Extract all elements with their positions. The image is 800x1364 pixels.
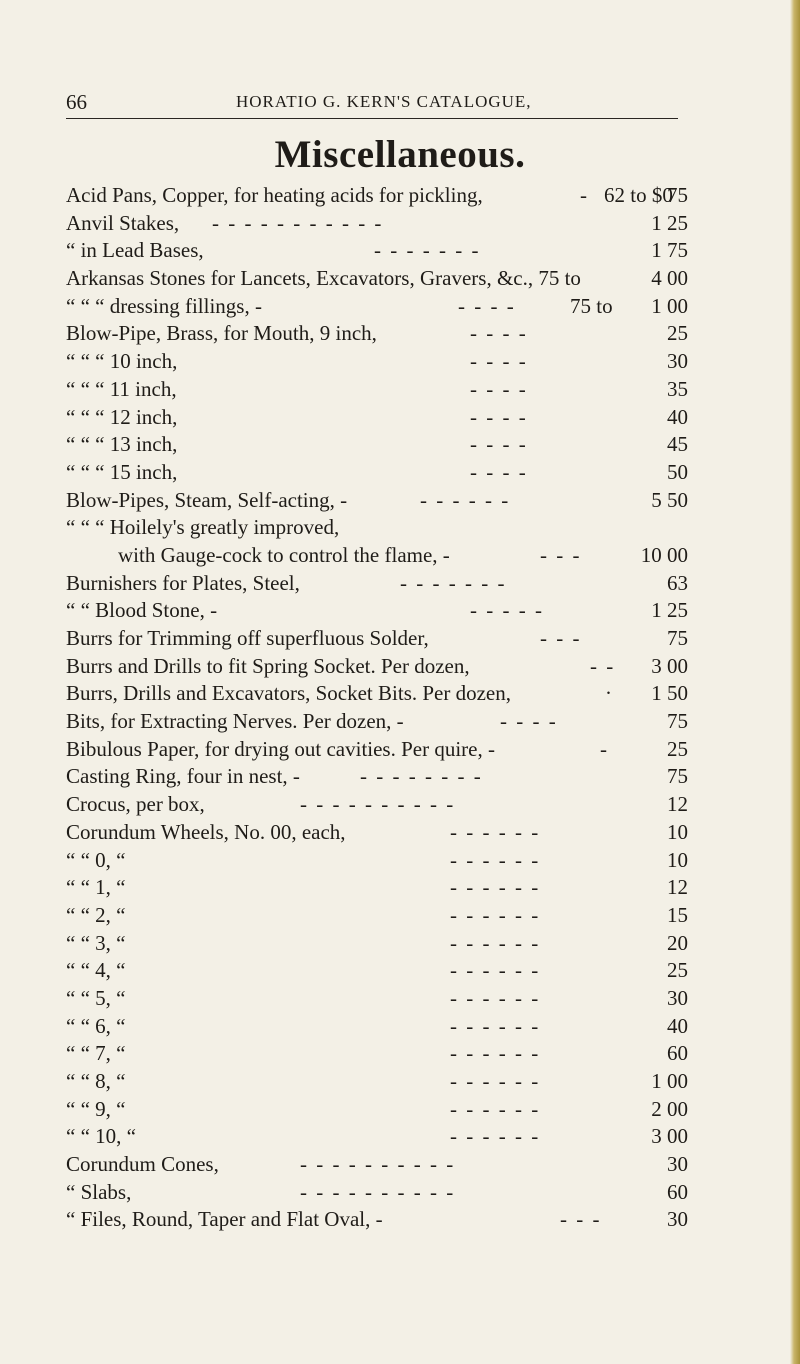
item-description: “ “ 5, “ [66, 985, 126, 1010]
item-description: “ “ 3, “ [66, 930, 126, 955]
list-item [0, 1013, 800, 1041]
item-description: Crocus, per box, [66, 792, 205, 817]
leader-dots: - - - - - - - - [360, 764, 483, 789]
item-description: with Gauge-cock to control the flame, - [118, 542, 450, 567]
page-header [66, 88, 676, 118]
leader-dots: - - - - - [470, 598, 544, 623]
item-description: “ “ Blood Stone, - [66, 598, 218, 623]
item-description: “ “ 0, “ [66, 847, 126, 872]
item-description: “ “ “ Hoilely's greatly improved, [66, 515, 340, 540]
item-price: 1 00 [651, 1069, 688, 1093]
leader-dots: - - - - - - - - - - - [212, 210, 384, 235]
list-item [0, 708, 800, 736]
item-price: 3 00 [651, 653, 688, 678]
list-item [0, 459, 800, 487]
leader-dots: - [580, 183, 589, 207]
item-price: 45 [667, 432, 688, 457]
item-description: Corundum Cones, [66, 1152, 219, 1177]
item-description: Bibulous Paper, for drying out cavities. Per quire, - [66, 736, 495, 761]
item-price: 10 [667, 819, 688, 844]
list-item [0, 680, 800, 708]
item-description: “ Slabs, [66, 1179, 132, 1204]
item-description: Bits, for Extracting Nerves. Per dozen, - [66, 709, 404, 734]
leader-dots: - - - - [470, 459, 528, 484]
item-price: 12 [667, 792, 688, 817]
price-range: 75 to [570, 293, 613, 318]
item-description: Blow-Pipe, Brass, for Mouth, 9 inch, [66, 321, 377, 346]
list-item [0, 1123, 800, 1151]
item-description: Burnishers for Plates, Steel, [66, 570, 300, 595]
leader-dots: - - - [540, 626, 582, 650]
item-price: 1 50 [651, 681, 688, 706]
item-price: 25 [667, 321, 688, 346]
item-description: “ “ “ 15 inch, [66, 459, 178, 484]
item-description: Arkansas Stones for Lancets, Excavators, Gravers, &c., 75 to [66, 266, 581, 291]
item-description: “ Files, Round, Taper and Flat Oval, - [66, 1207, 383, 1232]
item-price: 1 25 [651, 210, 688, 235]
leader-dots: - - - - - - [450, 1124, 541, 1149]
list-item [0, 819, 800, 847]
item-price: 1 00 [651, 293, 688, 318]
section-title: Miscellaneous. [274, 133, 526, 176]
leader-dots: - - - - - - [450, 902, 541, 927]
list-item [0, 1040, 800, 1068]
item-price: 35 [667, 376, 688, 401]
list-item [0, 570, 800, 598]
item-price: 30 [667, 1207, 688, 1232]
item-price: 12 [667, 875, 688, 900]
item-price: 40 [667, 404, 688, 429]
leader-dots: - - - - [500, 709, 558, 734]
leader-dots: - - - [560, 1207, 602, 1232]
leader-dots: - - - - - - [420, 487, 511, 512]
list-item [0, 1068, 800, 1096]
list-item [0, 625, 800, 653]
leader-dots: - - - - - - - [400, 570, 507, 595]
list-item [0, 237, 800, 265]
leader-dots: · [605, 681, 614, 706]
list-item [0, 985, 800, 1013]
list-item [0, 376, 800, 404]
leader-dots: - - - - - - - [374, 238, 481, 263]
item-description: Burrs, Drills and Excavators, Socket Bits. Per dozen, [66, 681, 511, 706]
item-description: “ “ “ 10 inch, [66, 349, 178, 374]
header-rule [66, 118, 678, 119]
item-price: 75 [667, 764, 688, 789]
item-price: 10 [667, 847, 688, 872]
item-price: 50 [667, 459, 688, 484]
leader-dots: - - - - - - [450, 985, 541, 1010]
item-price: 1 25 [651, 598, 688, 623]
item-description: “ in Lead Bases, [66, 238, 204, 263]
item-description: Casting Ring, four in nest, - [66, 764, 300, 789]
leader-dots: - - - - - - [450, 958, 541, 983]
list-item [0, 847, 800, 875]
item-description: “ “ 7, “ [66, 1041, 126, 1066]
leader-dots: - - - - - - [450, 1041, 541, 1066]
item-price: 5 50 [651, 487, 688, 512]
leader-dots: - - - - - - [450, 875, 541, 900]
item-price: 63 [667, 570, 688, 595]
list-item [0, 791, 800, 819]
list-item [0, 514, 800, 542]
list-item [0, 210, 800, 238]
leader-dots: - - - - - - [450, 1096, 541, 1121]
item-description: Corundum Wheels, No. 00, each, [66, 819, 346, 844]
item-description: Burrs for Trimming off superfluous Solder, [66, 626, 429, 650]
leader-dots: - - - - [458, 293, 516, 318]
list-item [0, 597, 800, 625]
item-price: 75 [667, 183, 688, 207]
list-item [0, 404, 800, 432]
list-item [0, 874, 800, 902]
item-description: “ “ 6, “ [66, 1013, 126, 1038]
list-item [0, 348, 800, 376]
list-item [0, 957, 800, 985]
item-description: “ “ 9, “ [66, 1096, 126, 1121]
running-head: HORATIO G. KERN'S CATALOGUE, [236, 92, 532, 111]
leader-dots: - - - - - - - - - - [300, 1152, 456, 1177]
page-number: 66 [66, 90, 87, 114]
leader-dots: - - - - - - [450, 1069, 541, 1093]
price-range: 62 to $0 [604, 183, 673, 207]
list-item [0, 763, 800, 791]
item-description: “ “ “ 13 inch, [66, 432, 178, 457]
item-description: Anvil Stakes, [66, 210, 180, 235]
item-price: 25 [667, 736, 688, 761]
list-item [0, 930, 800, 958]
leader-dots: - - - [540, 542, 582, 567]
leader-dots: - - - - [470, 321, 528, 346]
list-item [0, 1179, 800, 1207]
list-item [0, 487, 800, 515]
item-price: 25 [667, 958, 688, 983]
list-item [0, 265, 800, 293]
item-price: 1 75 [651, 238, 688, 263]
leader-dots: - - - - - - [450, 930, 541, 955]
list-item [0, 293, 800, 321]
item-price: 30 [667, 349, 688, 374]
item-price: 4 00 [651, 266, 688, 291]
item-description: “ “ 1, “ [66, 875, 126, 900]
item-description: “ “ “ dressing fillings, - [66, 293, 262, 318]
list-item [0, 1206, 800, 1234]
list-item [0, 542, 800, 570]
item-description: “ “ “ 11 inch, [66, 376, 177, 401]
item-price: 3 00 [651, 1124, 688, 1149]
leader-dots: - - - - [470, 376, 528, 401]
item-price: 75 [667, 626, 688, 650]
list-item [0, 902, 800, 930]
item-description: “ “ 10, “ [66, 1124, 136, 1149]
list-item [0, 1151, 800, 1179]
item-description: Blow-Pipes, Steam, Self-acting, - [66, 487, 348, 512]
item-description: “ “ 4, “ [66, 958, 126, 983]
leader-dots: - - - - - - [450, 819, 541, 844]
leader-dots: - - - - [470, 404, 528, 429]
item-price: 20 [667, 930, 688, 955]
list-item [0, 1096, 800, 1124]
leader-dots: - - - - [470, 432, 528, 457]
item-description: “ “ “ 12 inch, [66, 404, 178, 429]
list-item [0, 182, 800, 210]
list-item [0, 320, 800, 348]
item-price: 2 00 [651, 1096, 688, 1121]
list-item [0, 653, 800, 681]
price-list [0, 182, 800, 1234]
leader-dots: - [600, 736, 609, 761]
item-price: 60 [667, 1041, 688, 1066]
leader-dots: - - - - - - - - - - [300, 1179, 456, 1204]
list-item [0, 736, 800, 764]
item-price: 30 [667, 1152, 688, 1177]
item-price: 75 [667, 709, 688, 734]
leader-dots: - - - - - - [450, 847, 541, 872]
item-price: 15 [667, 902, 688, 927]
leader-dots: - - - - - - - - - - [300, 792, 456, 817]
item-price: 60 [667, 1179, 688, 1204]
list-item [0, 431, 800, 459]
leader-dots: - - - - [470, 349, 528, 374]
item-description: “ “ 2, “ [66, 902, 126, 927]
item-price: 40 [667, 1013, 688, 1038]
item-price: 30 [667, 985, 688, 1010]
leader-dots: - - [590, 653, 616, 678]
item-description: Burrs and Drills to fit Spring Socket. Per dozen, [66, 653, 470, 678]
leader-dots: - - - - - - [450, 1013, 541, 1038]
item-description: Acid Pans, Copper, for heating acids for pickling, [66, 183, 483, 207]
item-description: “ “ 8, “ [66, 1069, 126, 1093]
item-price: 10 00 [640, 542, 688, 567]
